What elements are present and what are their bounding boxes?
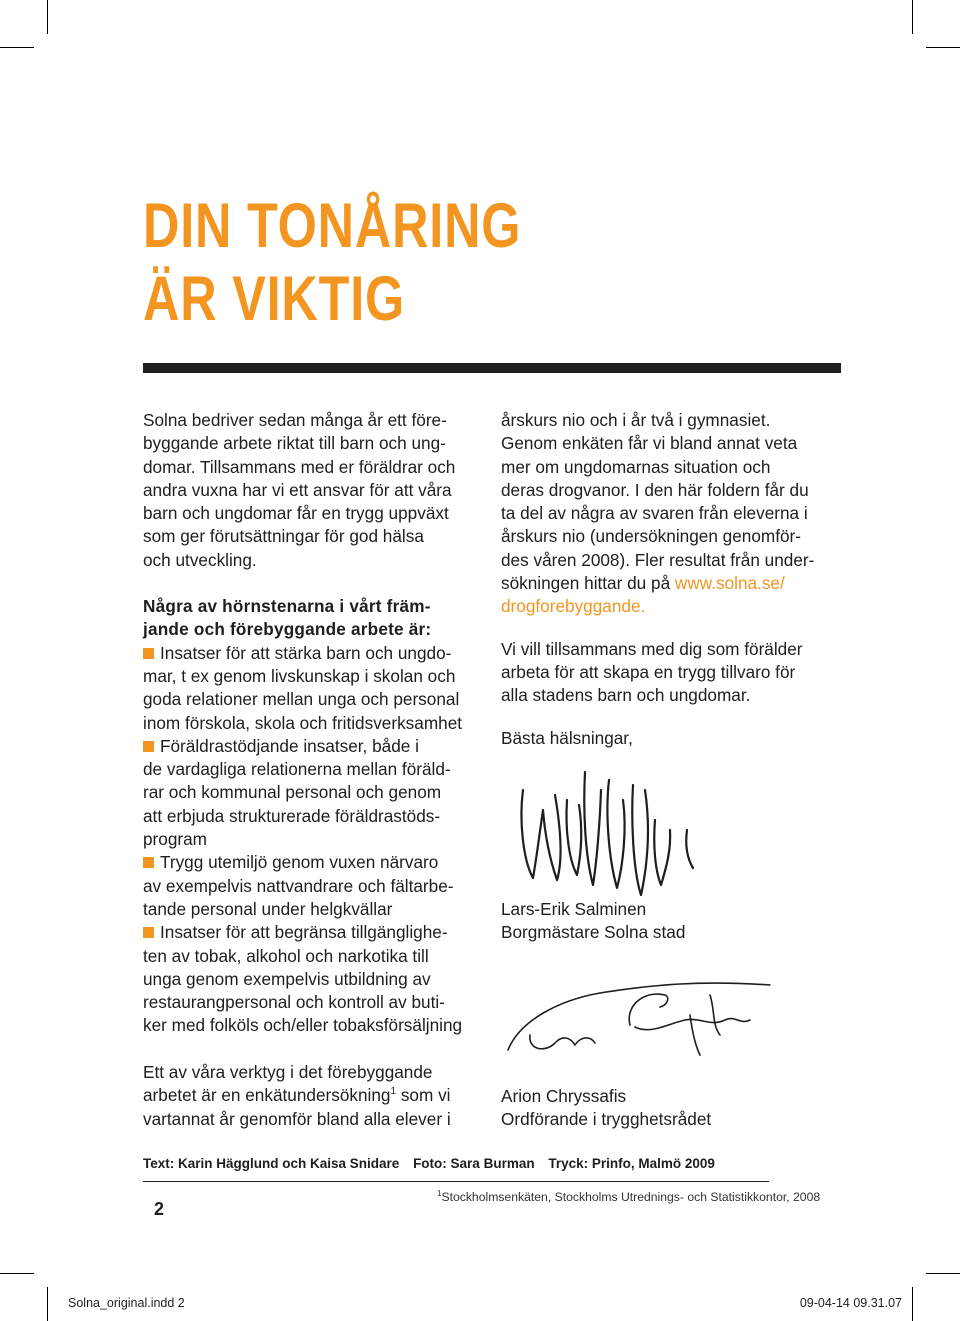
text-line: restaurangpersonal och kontroll av buti-	[143, 992, 445, 1013]
bullet-text: Insatser för att begränsa tillgänglighe-	[160, 922, 448, 943]
text-line: Genom enkäten får vi bland annat veta	[501, 433, 798, 454]
text-line: som ger förutsättningar för god hälsa	[143, 526, 424, 547]
text-line: årskurs nio och i år två i gymnasiet.	[501, 410, 771, 430]
text-line: mar, t ex genom livskunskap i skolan och	[143, 665, 456, 686]
signer-chryssafis	[501, 1085, 711, 1132]
text-line: att erbjuda strukturerade föräldrastöds-	[143, 805, 441, 826]
text-line: ker med folköls och/eller tobaksförsäljning	[143, 1015, 463, 1036]
text-line: inom förskola, skola och fritidsverksamhet	[143, 712, 463, 733]
text-line: Solna bedriver sedan många år ett före-	[143, 410, 447, 430]
left-column	[143, 409, 488, 1038]
greeting: Bästa hälsningar,	[501, 727, 633, 748]
bullet-item	[143, 642, 488, 735]
bullet-item	[143, 735, 488, 851]
title-rule	[143, 363, 841, 373]
text-line: Ett av våra verktyg i det förebyggande	[143, 1062, 433, 1082]
intro-paragraph	[143, 409, 488, 572]
signer-name: Lars-Erik Salminen	[501, 899, 647, 919]
crop-mark	[0, 1273, 34, 1274]
bullet-square-icon	[143, 927, 154, 938]
text-line: barn och ungdomar får en trygg uppväxt	[143, 503, 449, 524]
credits-divider	[143, 1181, 769, 1182]
text-line: som vi	[396, 1085, 451, 1106]
credits-photo: Foto: Sara Burman	[413, 1156, 535, 1171]
together-paragraph	[501, 638, 846, 708]
bullet-list	[143, 642, 488, 1038]
crop-mark	[926, 47, 960, 48]
bullet-square-icon	[143, 648, 154, 659]
bullet-text: Trygg utemiljö genom vuxen närvaro	[160, 852, 439, 873]
signer-role: Borgmästare Solna stad	[501, 922, 686, 943]
text-line: rar och kommunal personal och genom	[143, 782, 442, 803]
text-line: sökningen hittar du på	[501, 573, 675, 594]
text-line: andra vuxna har vi ett ansvar för att våra	[143, 479, 452, 500]
credits-line	[143, 1156, 725, 1171]
text-line: ten av tobak, alkohol och narkotika till	[143, 945, 429, 966]
text-line: program	[143, 829, 207, 850]
slug-filename: Solna_original.indd 2	[68, 1296, 185, 1310]
bullet-square-icon	[143, 857, 154, 868]
crop-mark	[912, 0, 913, 34]
cornerstones-heading	[143, 595, 488, 642]
text-line: och utveckling.	[143, 549, 257, 570]
crop-mark	[926, 1273, 960, 1274]
text-line: domar. Tillsammans med er föräldrar och	[143, 456, 456, 477]
text-line: tande personal under helgkvällar	[143, 898, 393, 919]
footnote-ref: 1	[390, 1086, 397, 1098]
text-line: deras drogvanor. I den här foldern får du	[501, 479, 809, 500]
signer-name: Arion Chryssafis	[501, 1086, 627, 1106]
text-line: arbeta för att skapa en trygg tillvaro för	[501, 661, 796, 682]
survey-paragraph	[501, 409, 846, 619]
text-line: Vi vill tillsammans med dig som förälder	[501, 638, 803, 659]
title-line-2: ÄR VIKTIG	[143, 264, 406, 334]
crop-mark	[912, 1287, 913, 1321]
bullet-square-icon	[143, 741, 154, 752]
footnote	[437, 1190, 820, 1204]
slug-timestamp: 09-04-14 09.31.07	[799, 1296, 902, 1310]
page-title	[143, 190, 521, 336]
bullet-text: Insatser för att stärka barn och ungdo-	[160, 642, 452, 663]
text-line: arbetet är en enkätundersökning	[143, 1085, 391, 1106]
closing-paragraph	[143, 1061, 488, 1131]
right-column	[501, 409, 846, 750]
text-line: mer om ungdomarnas situation och	[501, 456, 771, 477]
heading-line: Några av hörnstenarna i vårt främ-	[143, 596, 431, 617]
credits-text: Text: Karin Hägglund och Kaisa Snidare	[143, 1156, 400, 1171]
credits-print: Tryck: Prinfo, Malmö 2009	[548, 1156, 715, 1171]
crop-mark	[0, 47, 34, 48]
crop-mark	[47, 0, 48, 34]
text-line: alla stadens barn och ungdomar.	[501, 685, 751, 706]
website-link-continued[interactable]: drogforebyggande.	[501, 596, 646, 617]
text-line: goda relationer mellan unga och personal	[143, 689, 460, 710]
crop-mark	[47, 1287, 48, 1321]
text-line: vartannat år genomför bland alla elever i	[143, 1108, 451, 1129]
footnote-text: Stockholmsenkäten, Stockholms Utrednings- och Statistikkontor, 2008	[441, 1190, 821, 1204]
text-line: de vardagliga relationerna mellan föräld-	[143, 759, 451, 780]
text-line: des våren 2008). Fler resultat från under-	[501, 549, 815, 570]
bullet-item	[143, 851, 488, 921]
text-line: ta del av några av svaren från eleverna i	[501, 503, 808, 524]
text-line: årskurs nio (undersökningen genomför-	[501, 526, 801, 547]
bullet-text: Föräldrastödjande insatser, både i	[160, 735, 419, 756]
page-number: 2	[154, 1199, 165, 1219]
signer-salminen	[501, 898, 685, 945]
title-line-1: DIN TONÅRING	[143, 191, 522, 261]
website-link[interactable]: www.solna.se/	[674, 573, 785, 594]
signer-role: Ordförande i trygghetsrådet	[501, 1109, 712, 1130]
text-line: byggande arbete riktat till barn och ung-	[143, 433, 446, 454]
signature-salminen	[505, 760, 735, 905]
signature-chryssafis	[500, 965, 790, 1060]
bullet-item	[143, 921, 488, 1037]
heading-line: jande och förebyggande arbete är:	[143, 619, 432, 640]
text-line: av exempelvis nattvandrare och fältarbe-	[143, 875, 454, 896]
footnote-mark: 1	[437, 1189, 442, 1198]
text-line: unga genom exempelvis utbildning av	[143, 968, 431, 989]
